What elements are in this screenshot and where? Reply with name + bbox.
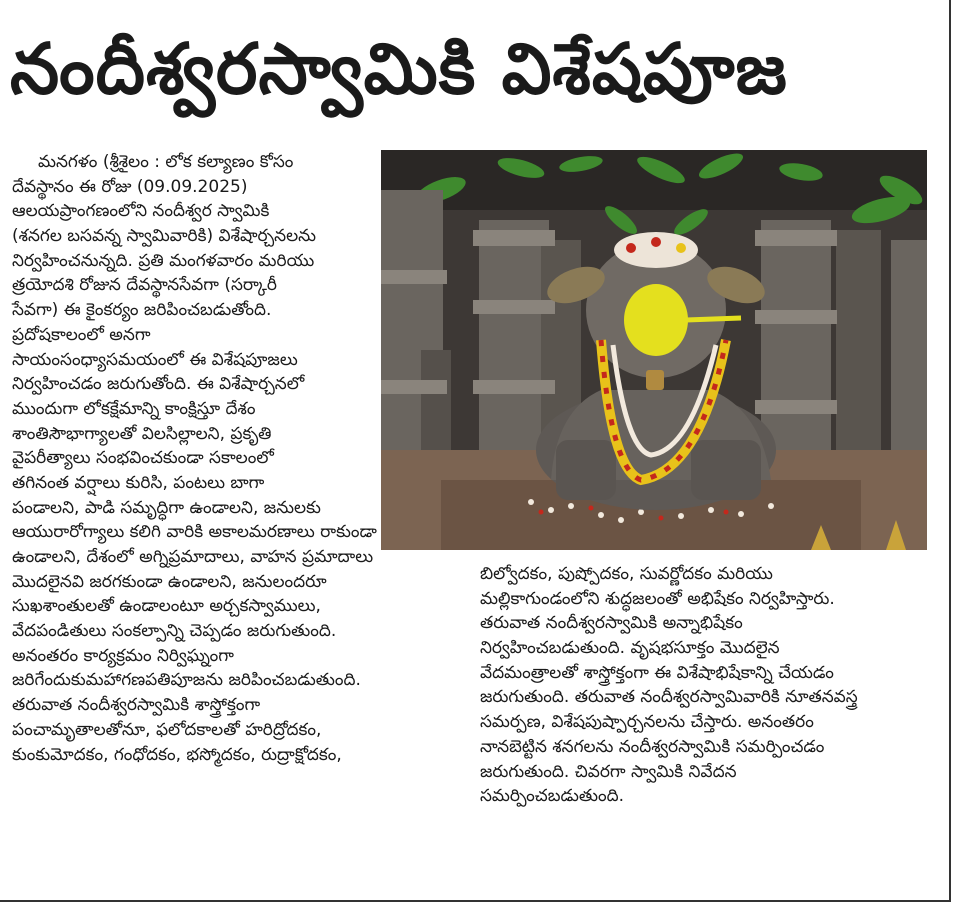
article-line: సమర్పించబడుతుంది. (480, 786, 625, 807)
article-line: నిర్వహించబడుతుంది. వృషభసూక్తం మొదలైన (480, 638, 780, 659)
article-line: మొదలైనవి జరగకుండా ఉండాలని, జనులందరూ (12, 571, 327, 592)
article-line: నిర్వహించనున్నది. ప్రతి మంగళవారం మరియు (12, 250, 315, 271)
article-line: అనంతరం కార్యక్రమం నిర్విఘ్నంగా (12, 645, 234, 666)
article-line: సమర్పణ, విశేషపుష్పార్చనలను చేస్తారు. అనంతరం (480, 712, 814, 733)
article-line: సుఖశాంతులతో ఉండాలంటూ అర్చకస్వాములు, (12, 596, 321, 617)
article-line: ఆలయప్రాంగణంలోని నందీశ్వర స్వామికి (12, 201, 270, 222)
article-line: తరువాత నందీశ్వరస్వామికి అన్నాభిషేకం (480, 613, 743, 634)
article-line: ఆయురారోగ్యాలు కలిగి వారికి అకాలమరణాలు రాకుండా (12, 522, 377, 543)
article-line: శాంతిసౌభాగ్యాలతో విలసిల్లాలని, ప్రకృతి (12, 423, 272, 444)
article-line: జరుగుతుంది. చివరగా స్వామికి నివేదన (480, 761, 737, 782)
article-line: వేదమంత్రాలతో శాస్త్రోక్తంగా ఈ విశేషాభిషేకాన్ని చేయడం (480, 662, 834, 683)
article-line: పండాలని, పాడి సమృద్ధిగా ఉండాలని, జనులకు (12, 497, 321, 518)
article-line: నానబెట్టిన శనగలను నందీశ్వరస్వామికి సమర్పించడం (480, 736, 825, 757)
article-line: (శనగల బసవన్న స్వామివారికి) విశేషార్చనలను (12, 226, 316, 247)
article-line: త్రయోదశి రోజున దేవస్థానసేవగా (సర్కారీ (12, 275, 277, 296)
article-line: సేవగా) ఈ కైంకర్యం జరిపించబడుతోంది. (12, 300, 272, 321)
article-line: తగినంత వర్షాలు కురిసి, పంటలు బాగా (12, 472, 265, 493)
article-line: నిర్వహించడం జరుగుతోంది. ఈ విశేషార్చనలో (12, 374, 305, 395)
nandi-statue-photo (381, 150, 927, 550)
article-line: ప్రదోషకాలంలో అనగా (12, 324, 151, 345)
article-line: వేదపండితులు సంకల్పాన్ని చెప్పడం జరుగుతుంది. (12, 621, 337, 642)
article-line: బిల్వోదకం, పుష్పోదకం, సువర్ణోదకం మరియు (480, 564, 773, 584)
article-line: మనగళం (శ్రీశైలం : లోక కల్యాణం కోసం (38, 152, 294, 172)
article-headline: నందీశ్వరస్వామికి విశేషపూజ (10, 28, 788, 110)
article-line: ఉండాలని, దేశంలో అగ్నిప్రమాదాలు, వాహన ప్రమాదాలు (12, 547, 374, 567)
article-right-column (480, 562, 930, 809)
article-line: జరిగేందుకుమహాగణపతిపూజను జరిపించబడుతుంది. (12, 670, 361, 691)
article-line: వైపరీత్యాలు సంభవించకుండా సకాలంలో (12, 448, 274, 469)
article-line: పంచామృతాలతోనూ, ఫలోదకాలతో హరిద్రోదకం, (12, 719, 322, 740)
article-line: కుంకుమోదకం, గంధోదకం, భస్మోదకం, రుద్రాక్షోదకం, (12, 744, 342, 765)
article-line: ముందుగా లోకక్షేమాన్ని కాంక్షిస్తూ దేశం (12, 398, 256, 419)
article-line: దేవస్థానం ఈ రోజు (09.09.2025) (12, 176, 248, 197)
article-line: జరుగుతుంది. తరువాత నందీశ్వరస్వామివారికి నూతనవస్త్ర (480, 687, 858, 708)
article-line: సాయంసంధ్యాసమయంలో ఈ విశేషపూజలు (12, 349, 298, 370)
article-line: తరువాత నందీశ్వరస్వామికి శాస్త్రోక్తంగా (12, 695, 261, 716)
article-line: మల్లికాగుండంలోని శుద్ధజలంతో అభిషేకం నిర్వహిస్తారు. (480, 588, 835, 609)
